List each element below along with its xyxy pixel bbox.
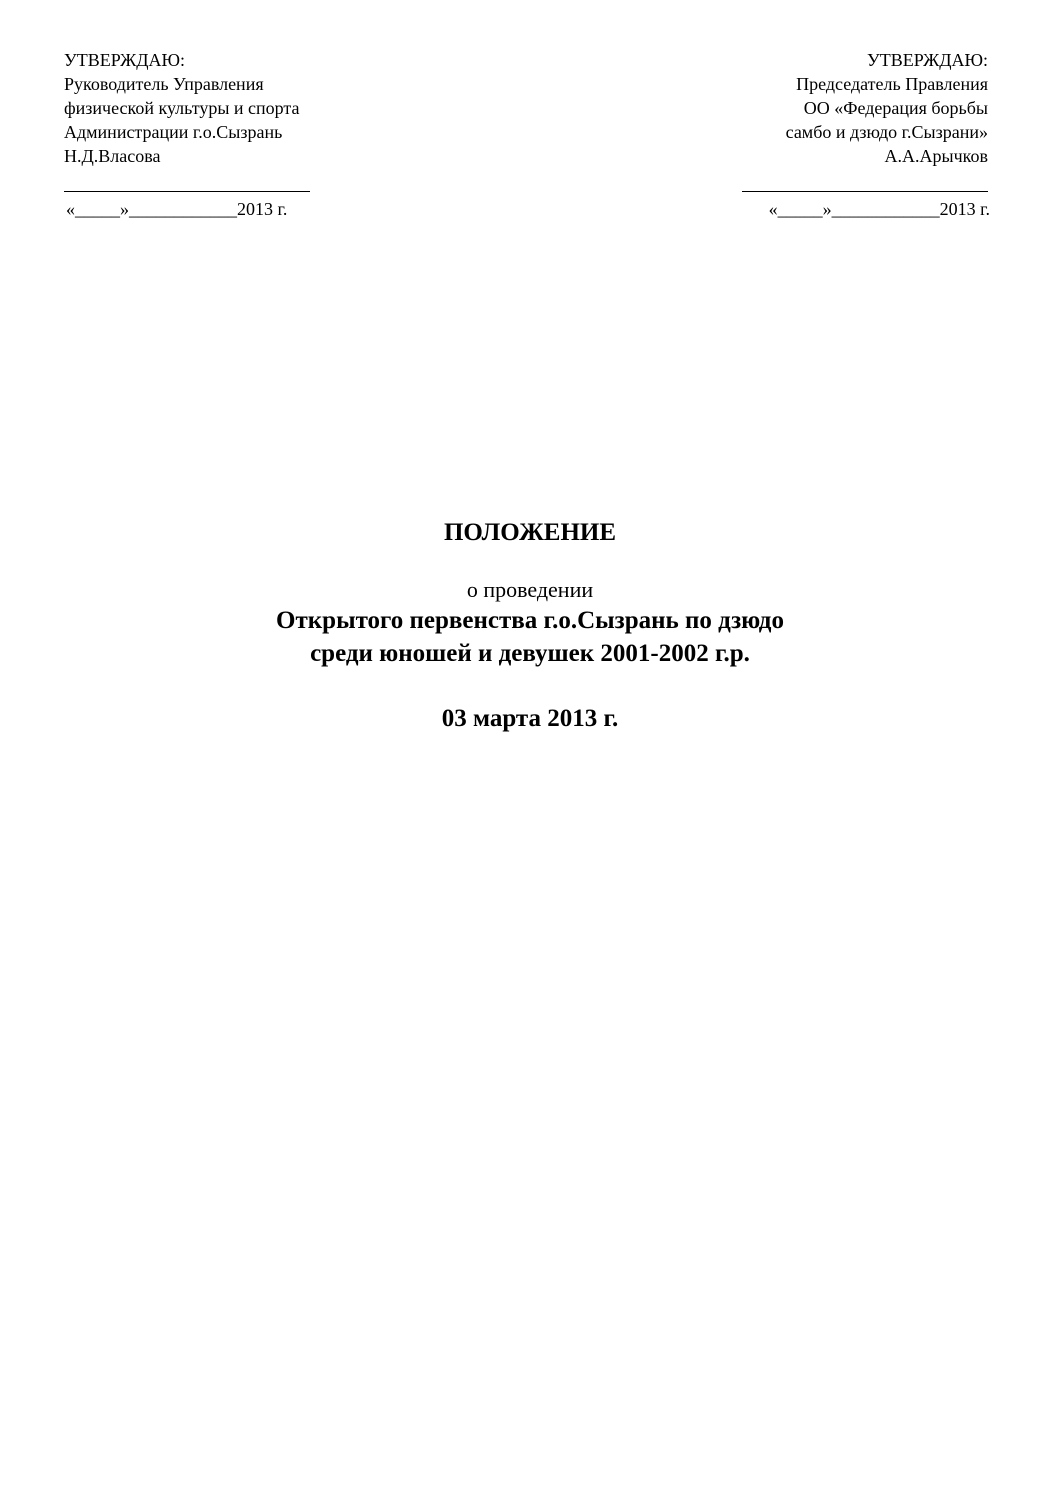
approver-name: Н.Д.Власова	[64, 146, 161, 166]
event-name-line: среди юношей и девушек 2001-2002 г.р.	[310, 640, 750, 667]
approval-heading: УТВЕРЖДАЮ:	[866, 50, 988, 70]
approver-position-line: физической культуры и спорта	[64, 98, 300, 118]
approval-heading: УТВЕРЖДАЮ:	[64, 50, 186, 70]
approver-organization-line: Администрации г.о.Сызрань	[64, 122, 283, 142]
event-date: 03 марта 2013 г.	[441, 705, 619, 732]
approver-position-line: Председатель Правления	[796, 74, 988, 94]
document-title: ПОЛОЖЕНИЕ	[443, 519, 617, 546]
document-subtitle: о проведении	[466, 577, 594, 602]
approver-name: А.А.Арычков	[884, 146, 988, 166]
approver-organization-line: ОО «Федерация борьбы	[803, 98, 988, 118]
approval-block-right	[668, 48, 988, 168]
approver-organization-line: самбо и дзюдо г.Сызрани»	[785, 122, 988, 142]
approver-position-line: Руководитель Управления	[64, 74, 264, 94]
event-name-line: Открытого первенства г.о.Сызрань по дзюдо	[276, 607, 784, 634]
approval-block-left	[64, 48, 384, 168]
signature-line-left	[64, 191, 310, 192]
approval-date-right: «_____»____________2013 г.	[768, 199, 990, 219]
event-name	[0, 604, 1060, 670]
signature-line-right	[742, 191, 988, 192]
approval-date-left: «_____»____________2013 г.	[66, 199, 288, 219]
